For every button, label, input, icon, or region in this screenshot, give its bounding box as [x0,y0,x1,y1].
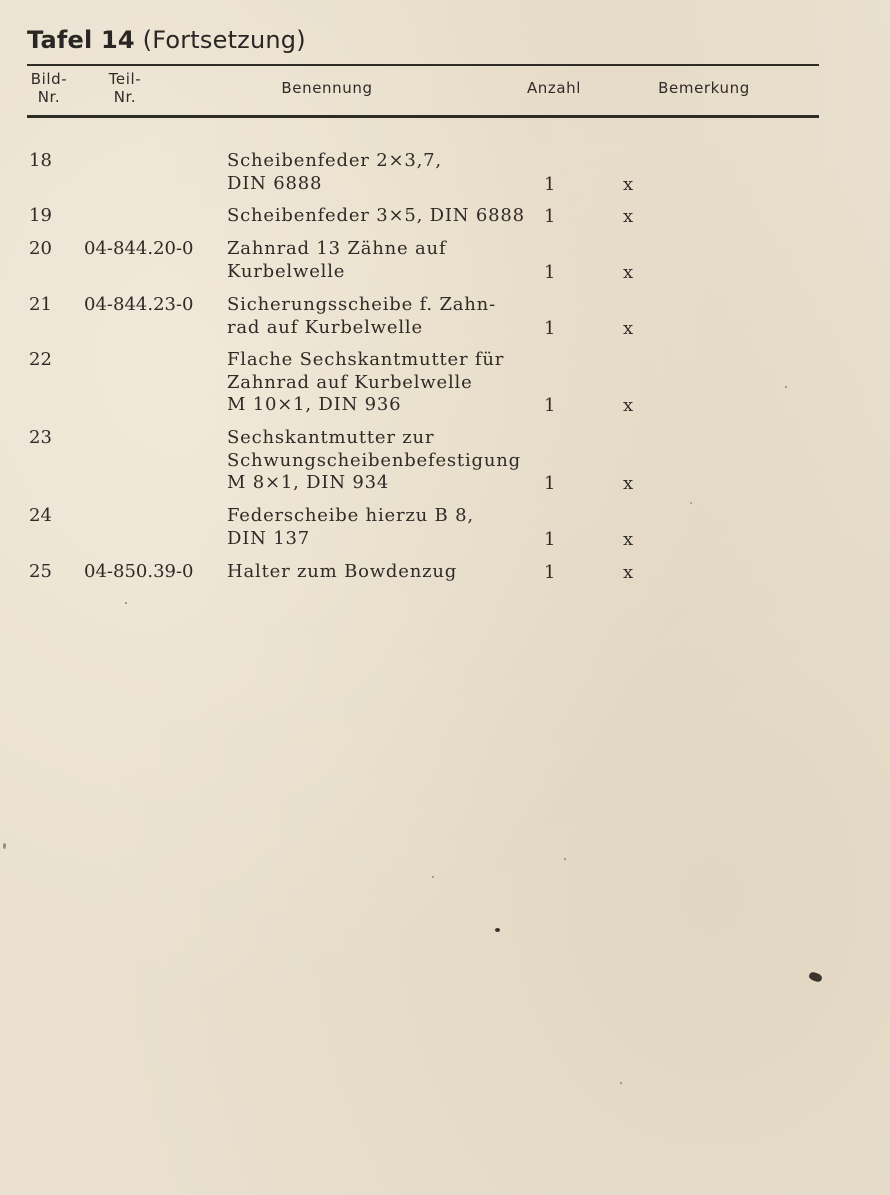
paper-speck [432,876,434,878]
cell-benennung-line: Flache Sechskantmutter für [227,349,505,370]
column-header-teil-line1: Teil- [108,70,142,88]
cell-anzahl: 1 [544,206,556,227]
cell-anzahl: 1 [544,473,556,494]
cell-teil-nr: 04-844.23-0 [84,294,194,315]
cell-teil-nr: 04-850.39-0 [84,561,194,582]
cell-bemerkung: x [623,529,634,550]
cell-bemerkung: x [623,318,634,339]
cell-benennung-line: Scheibenfeder 2×3,7, [227,150,442,171]
cell-anzahl: 1 [544,318,556,339]
cell-benennung-line: Kurbelwelle [227,261,346,282]
paper-speck [125,602,127,604]
cell-benennung-line: rad auf Kurbelwelle [227,317,423,338]
paper-speck [690,502,692,504]
cell-benennung-line: Schwungscheibenbefestigung [227,450,521,471]
cell-benennung-line: Federscheibe hierzu B 8, [227,505,474,526]
cell-teil-nr: 04-844.20-0 [84,238,194,259]
cell-bemerkung: x [623,174,634,195]
cell-benennung-line: Sechskantmutter zur [227,427,435,448]
cell-benennung-line: Halter zum Bowdenzug [227,561,458,582]
page-title-suffix: (Fortsetzung) [142,26,306,54]
cell-bild-nr: 23 [29,427,52,448]
cell-bemerkung: x [623,562,634,583]
cell-anzahl: 1 [544,562,556,583]
cell-benennung-line: DIN 137 [227,528,310,549]
cell-bild-nr: 21 [29,294,52,315]
page-title [27,26,306,54]
page-title-main: Tafel 14 [27,26,135,54]
paper-speck [495,928,500,932]
column-header-anzahl: Anzahl [526,79,582,97]
cell-bemerkung: x [623,206,634,227]
cell-bild-nr: 25 [29,561,52,582]
cell-benennung-line: M 10×1, DIN 936 [227,394,402,415]
cell-anzahl: 1 [544,395,556,416]
column-header-teil-line2: Nr. [113,88,137,106]
cell-bild-nr: 24 [29,505,52,526]
header-top-rule [27,64,819,66]
paper-speck [620,1082,622,1084]
paper-speck [564,858,566,860]
cell-anzahl: 1 [544,174,556,195]
cell-bemerkung: x [623,262,634,283]
column-header-bild-line2: Nr. [37,88,61,106]
header-bottom-rule [27,115,819,118]
cell-bild-nr: 20 [29,238,52,259]
column-header-bild-line1: Bild- [30,70,68,88]
cell-bemerkung: x [623,473,634,494]
cell-benennung-line: Zahnrad 13 Zähne auf [227,238,447,259]
cell-benennung-line: Zahnrad auf Kurbelwelle [227,372,473,393]
cell-benennung-line: Scheibenfeder 3×5, DIN 6888 [227,205,525,226]
cell-anzahl: 1 [544,262,556,283]
cell-benennung-line: M 8×1, DIN 934 [227,472,390,493]
cell-bild-nr: 18 [29,150,52,171]
cell-bemerkung: x [623,395,634,416]
paper-speck [3,843,6,849]
column-header-teil-nr [102,70,148,106]
column-header-bild-nr [26,70,72,106]
cell-benennung-line: DIN 6888 [227,173,323,194]
paper-speck [808,971,823,983]
cell-anzahl: 1 [544,529,556,550]
column-header-bemerkung: Bemerkung [658,79,750,97]
cell-bild-nr: 22 [29,349,52,370]
cell-benennung-line: Sicherungsscheibe f. Zahn- [227,294,496,315]
cell-bild-nr: 19 [29,205,52,226]
column-header-benennung: Benennung [281,79,373,97]
paper-speck [785,386,787,388]
